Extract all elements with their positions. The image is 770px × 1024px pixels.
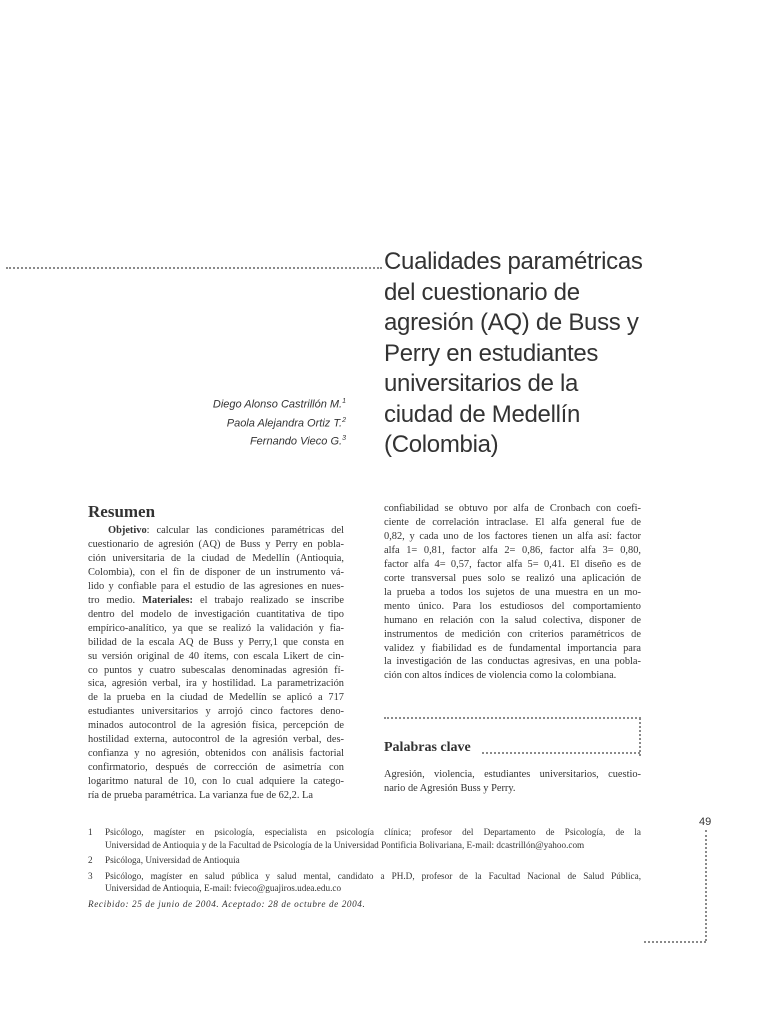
keywords-text: [384, 768, 641, 796]
title-line: universitarios de la: [384, 370, 579, 397]
page-bottom-dots: [644, 941, 706, 943]
text-line: de la prueba en la ciudad de Medellín se aplicó a 717: [88, 692, 344, 704]
footnote-line: Psicólogo, magíster en psicología, especialista en psicología clínica; profesor del Departamento de Psicología, de la: [105, 827, 641, 837]
text-line: minados autocontrol de la agresión física, percepción de: [88, 720, 344, 732]
text-line: estudiantes universitarios y arrojó cinco factores deno-: [88, 706, 344, 718]
title-line: Cualidades paramétricas: [384, 248, 643, 275]
text-line: Colombia), con el fin de disponer de un instrumento vá-: [88, 566, 344, 578]
text-line: cuestionario de agresión (AQ) de Buss y Perry en pobla-: [88, 538, 344, 550]
page-margin-dots: [705, 830, 707, 941]
text-line: instrumentos de medición con criterios paramétricos de: [384, 628, 641, 640]
author-name: Diego Alonso Castrillón M.$^1$: [212, 398, 346, 411]
footnote-number: 3: [88, 870, 93, 881]
text-line: ría de prueba paramétrica. La varianza fue de 62,2. La: [88, 790, 314, 802]
text-line: la investigación de las conductas agresivas, en una pobla-: [384, 656, 641, 668]
keywords-side-dots: [639, 718, 641, 756]
footnote: [88, 854, 641, 867]
keywords-leader-dots: [482, 752, 640, 754]
text-line: sica, agresión verbal, ira y hostilidad. La parametrización: [88, 678, 344, 690]
footnote: [88, 826, 641, 851]
article-title: [384, 247, 674, 461]
footnote-line: Psicólogo, magíster en salud pública y salud mental, candidato a PH.D, profesor de la Facultad Nacional de Salud Pública,: [105, 870, 641, 881]
text-line: lido y confiable para el estudio de las agresiones en nues-: [88, 580, 344, 592]
text-line: confiabilidad se obtuvo por alfa de Cronbach con coefi-: [384, 503, 641, 514]
text-line: logaritmo natural de 10, con lo cual adquiere la catego-: [88, 776, 344, 788]
title-leader-dots: [6, 267, 382, 269]
footnote-number: 2: [88, 855, 93, 866]
footnote: [88, 870, 641, 895]
text-line: co puntos y cuatro subescalas denominadas agresión fí-: [88, 664, 344, 676]
footnote-line: Universidad de Antioquia, E-mail: fvieco@guajiros.udea.edu.co: [105, 883, 342, 894]
text-line: dentro del modelo de investigación cuantitativa de tipo: [88, 608, 344, 620]
text-line: 0,82, y cada uno de los factores tienen un alfa así: factor: [384, 530, 641, 542]
author-footnote-marker: 3: [342, 435, 346, 443]
abstract-column-right: [384, 502, 641, 683]
text-line: la prueba a todos los sujetos de una muestra en un mo-: [384, 586, 641, 598]
text-line: mento único. Para los estudiosos del comportamiento: [384, 600, 641, 612]
author-footnote-marker: 2: [342, 416, 346, 424]
page-number: 49: [699, 816, 712, 828]
text-line: corte transversal pues solo se realizó una aplicación de: [384, 572, 641, 584]
footnotes: [88, 826, 641, 911]
text-line: ción universitaria de la ciudad de Medellín (Antioquia,: [88, 552, 344, 564]
text-line: confianza y no agresión, obtenidos con análisis factorial: [88, 748, 344, 760]
resumen-heading: Resumen: [88, 502, 156, 521]
title-line: (Colombia): [384, 431, 499, 458]
title-line: del cuestionario de: [384, 278, 580, 306]
footnote-line: Universidad de Antioquia y de la Facultad de Psicología de la Universidad Pontificia Bolivariana, E-mail: dcastrillón@yahoo.com: [105, 839, 585, 850]
text-line: ciente de correlación intraclase. El alfa general fue de: [384, 516, 641, 528]
footnote-line: Psicóloga, Universidad de Antioquia: [105, 855, 240, 866]
text-line: hostilidad externa, autocontrol de la agresión verbal, des-: [88, 734, 344, 746]
abstract-column-left: [88, 524, 344, 803]
title-line: ciudad de Medellín: [384, 400, 581, 428]
text-line: tro medio. Materiales: el trabajo realizado se inscribe: [88, 594, 344, 606]
title-line: agresión (AQ) de Buss y: [384, 309, 639, 336]
text-line: su versión original de 40 ítems, con escala Likert de cin-: [88, 650, 344, 662]
keywords-top-rule: [384, 717, 641, 719]
text-line: bilidad de la escala AQ de Buss y Perry,1 que consta en: [88, 636, 344, 648]
text-line: ción con altos índices de violencia como la colombiana.: [384, 670, 617, 682]
received-date: Recibido: 25 de junio de 2004. Aceptado: 28 de octubre de 2004.: [88, 898, 366, 909]
text-line: nario de Agresión Buss y Perry.: [384, 782, 516, 794]
footnote-number: 1: [88, 827, 93, 837]
author-name: Fernando Vieco G.$^3$: [249, 435, 346, 448]
text-line: alfa 1= 0,81, factor alfa 2= 0,86, factor alfa 3= 0,80,: [384, 544, 641, 556]
keywords-heading: Palabras clave: [384, 740, 471, 755]
text-line: factor alfa 4= 0,57, factor alfa 5= 0,41. El diseño es de: [384, 558, 641, 570]
author-list: [150, 394, 346, 450]
text-line: Objetivo: calcular las condiciones paramétricas del: [108, 525, 344, 536]
text-line: Agresión, violencia, estudiantes universitarios, cuestio-: [384, 769, 641, 780]
text-line: empírico-analítico, ya que se realizó la validación y fia-: [88, 622, 344, 634]
title-line: Perry en estudiantes: [384, 339, 599, 367]
author-footnote-marker: 1: [342, 398, 346, 405]
text-line: confirmatorio, después de corrección de asimetría con: [88, 762, 344, 774]
text-line: humano en relación con la salud colectiva, disponer de: [384, 614, 641, 626]
text-line: validez y fiabilidad es de fundamental importancia para: [384, 642, 641, 654]
author-name: Paola Alejandra Ortiz T.$^2$: [226, 416, 346, 430]
